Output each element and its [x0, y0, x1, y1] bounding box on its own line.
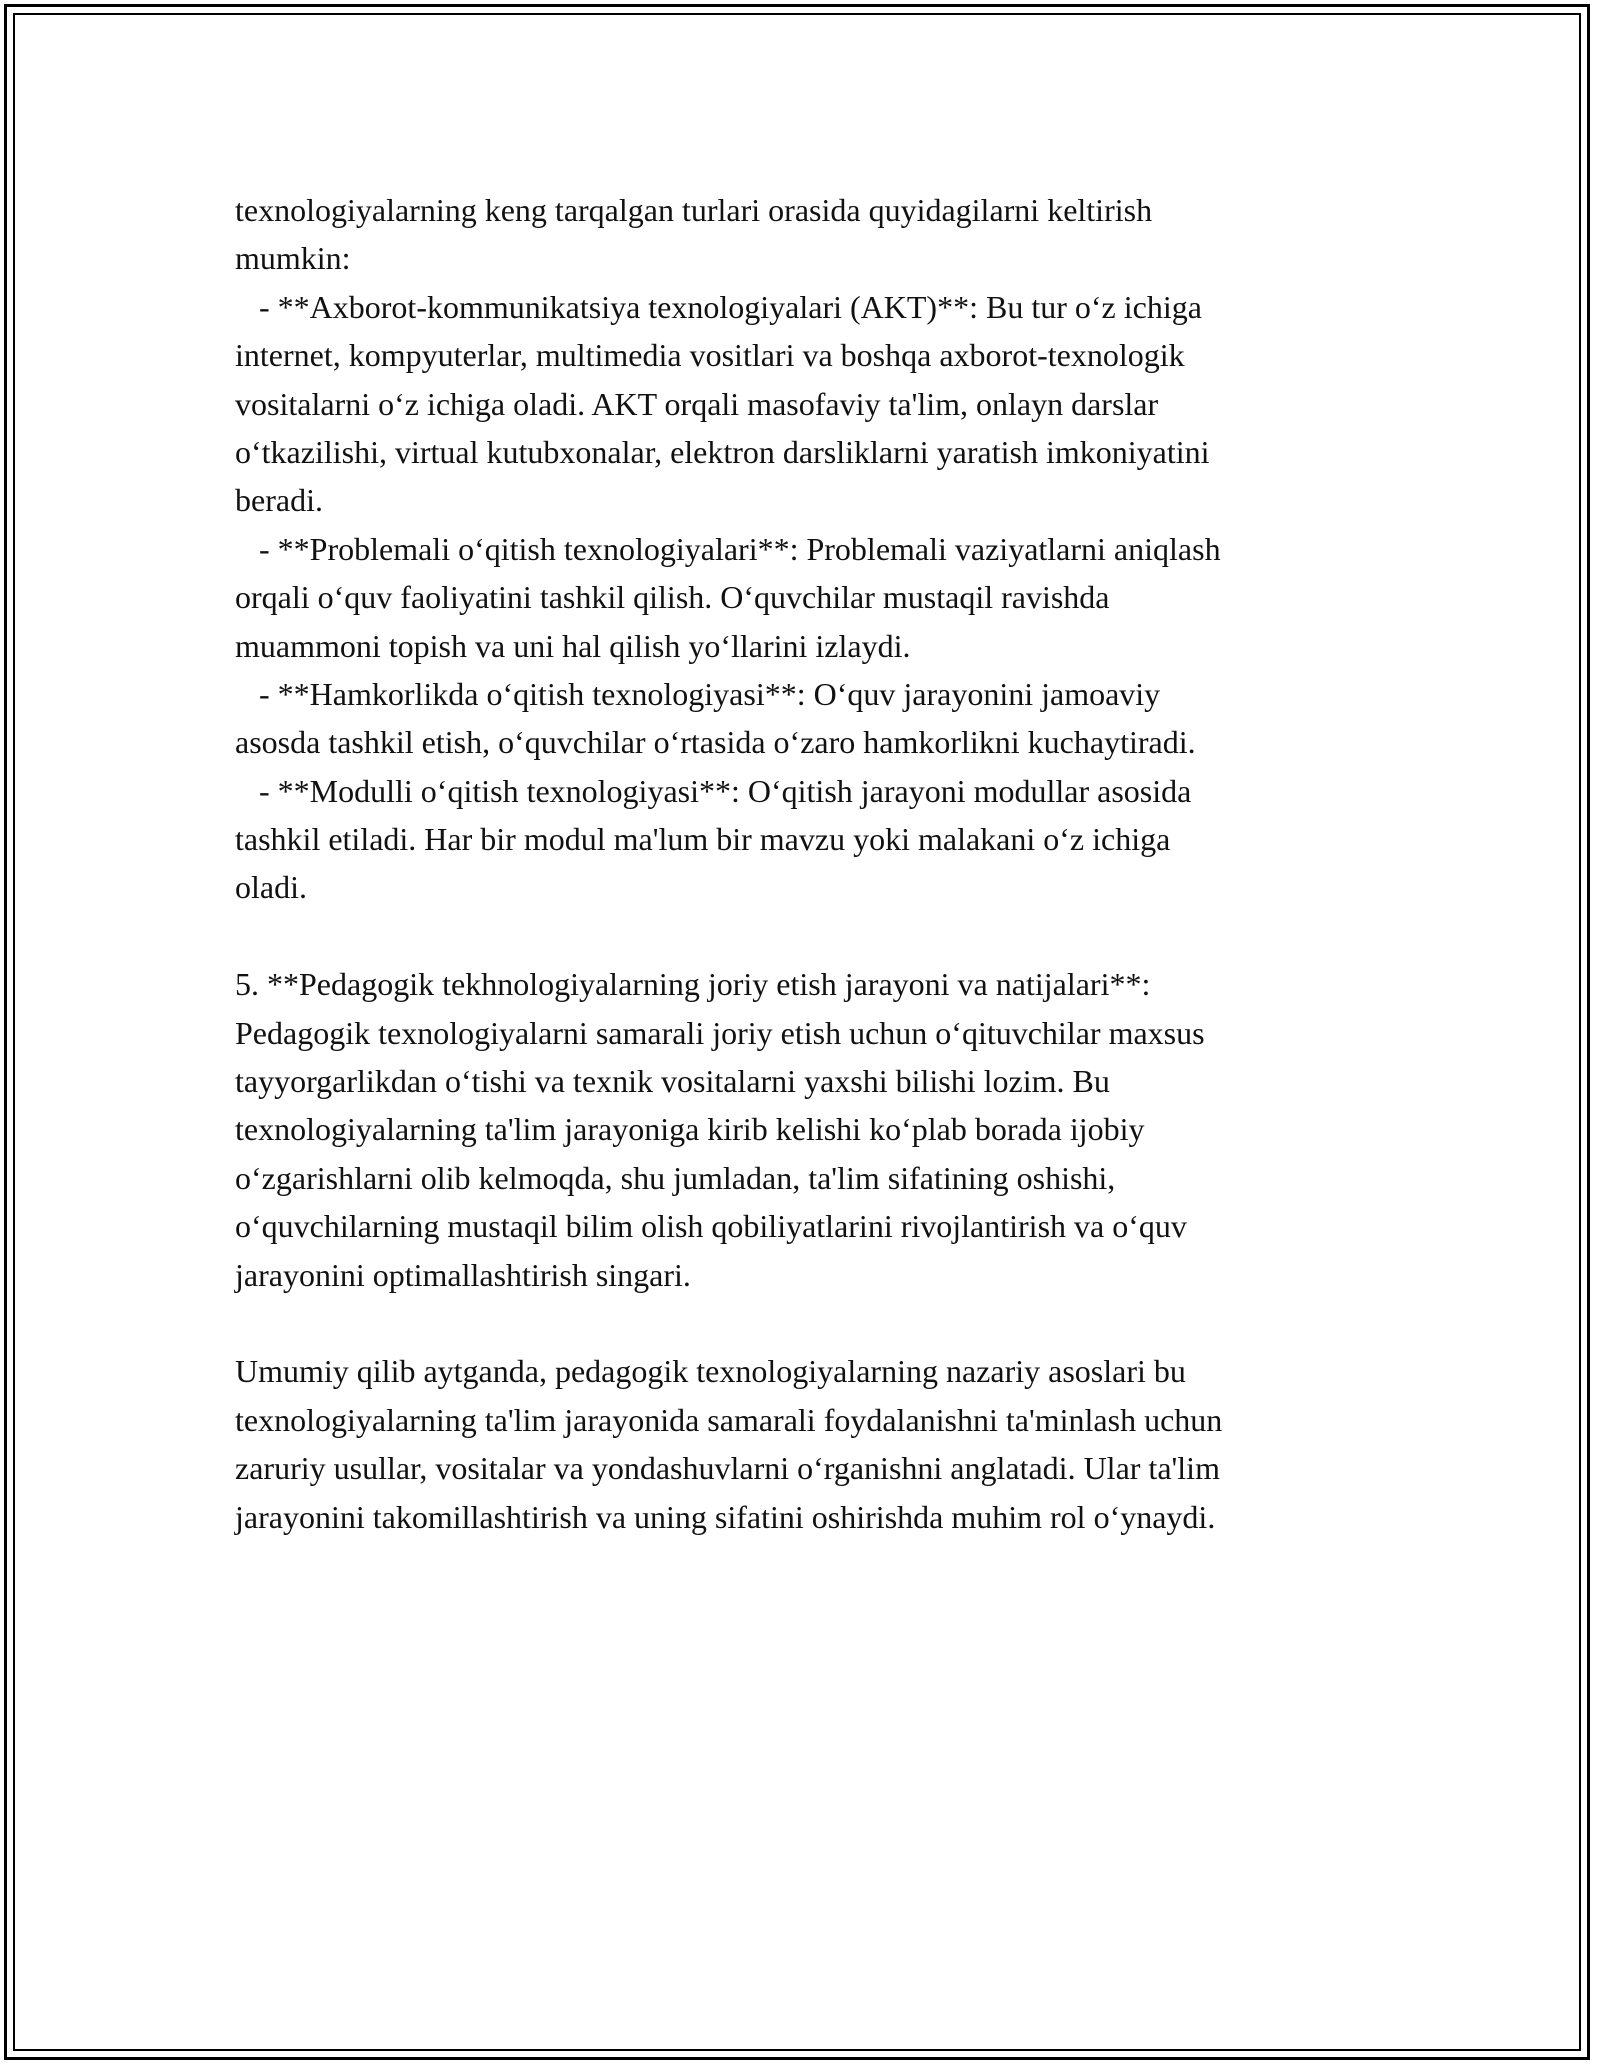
text-line: vositalarni o‘z ichiga oladi. AKT orqali masofaviy ta'lim, onlayn darslar [235, 385, 1159, 422]
text-line: tashkil etiladi. Har bir modul ma'lum bir mavzu yoki malakani o‘z ichiga [235, 821, 1171, 858]
document-body [235, 186, 1375, 1541]
text-line: orqali o‘quv faoliyatini tashkil qilish. O‘quvchilar mustaqil ravishda [235, 579, 1110, 616]
text-line: texnologiyalarning ta'lim jarayoniga kirib kelishi ko‘plab borada ijobiy [235, 1111, 1145, 1148]
list-item-modulli: - **Modulli o‘qitish texnologiyasi**: O‘qitish jarayoni modullar asosida [235, 772, 1192, 809]
text-line: asosda tashkil etish, o‘quvchilar o‘rtasida o‘zaro hamkorlikni kuchaytiradi. [235, 724, 1196, 761]
text-line: tayyorgarlikdan o‘tishi va texnik vositalarni yaxshi bilishi lozim. Bu [235, 1063, 1110, 1100]
conclusion-paragraph-line: texnologiyalarning ta'lim jarayonida samarali foydalanishni ta'minlash uchun [235, 1401, 1223, 1438]
list-item-problemali: - **Problemali o‘qitish texnologiyalari**: Problemali vaziyatlarni aniqlash [235, 530, 1221, 567]
text-line: o‘zgarishlarni olib kelmoqda, shu jumladan, ta'lim sifatining oshishi, [235, 1159, 1116, 1196]
text-line: oladi. [235, 869, 307, 906]
conclusion-paragraph-line: jarayonini takomillashtirish va uning sifatini oshirishda muhim rol o‘ynaydi. [235, 1498, 1216, 1535]
text-line: jarayonini optimallashtirish singari. [235, 1256, 691, 1293]
paragraph-gap [235, 1299, 1375, 1347]
conclusion-paragraph-line: Umumiy qilib aytganda, pedagogik texnologiyalarning nazariy asoslari bu [235, 1353, 1186, 1390]
list-item-hamkorlikda: - **Hamkorlikda o‘qitish texnologiyasi**: O‘quv jarayonini jamoaviy [235, 675, 1161, 712]
text-line: muammoni topish va uni hal qilish yo‘llarini izlaydi. [235, 627, 911, 664]
text-line: mumkin: [235, 240, 351, 277]
text-line: o‘quvchilarning mustaqil bilim olish qobiliyatlarini rivojlantirish va o‘quv [235, 1208, 1187, 1245]
text-line: internet, kompyuterlar, multimedia vositlari va boshqa axborot-texnologik [235, 337, 1185, 374]
text-line: texnologiyalarning keng tarqalgan turlari orasida quyidagilarni keltirish [235, 192, 1153, 228]
text-line: o‘tkazilishi, virtual kutubxonalar, elektron darsliklarni yaratish imkoniyatini [235, 433, 1210, 470]
conclusion-paragraph-line: zaruriy usullar, vositalar va yondashuvlarni o‘rganishni anglatadi. Ular ta'lim [235, 1450, 1220, 1487]
section-heading-5: 5. **Pedagogik tekhnologiyalarning joriy etish jarayoni va natijalari**: [235, 966, 1151, 1003]
paragraph-gap [235, 912, 1375, 960]
list-item-akt: - **Axborot-kommunikatsiya texnologiyalari (AKT)**: Bu tur o‘z ichiga [235, 288, 1202, 325]
text-line: Pedagogik texnologiyalarni samarali joriy etish uchun o‘qituvchilar maxsus [235, 1014, 1205, 1051]
text-line: beradi. [235, 482, 323, 519]
